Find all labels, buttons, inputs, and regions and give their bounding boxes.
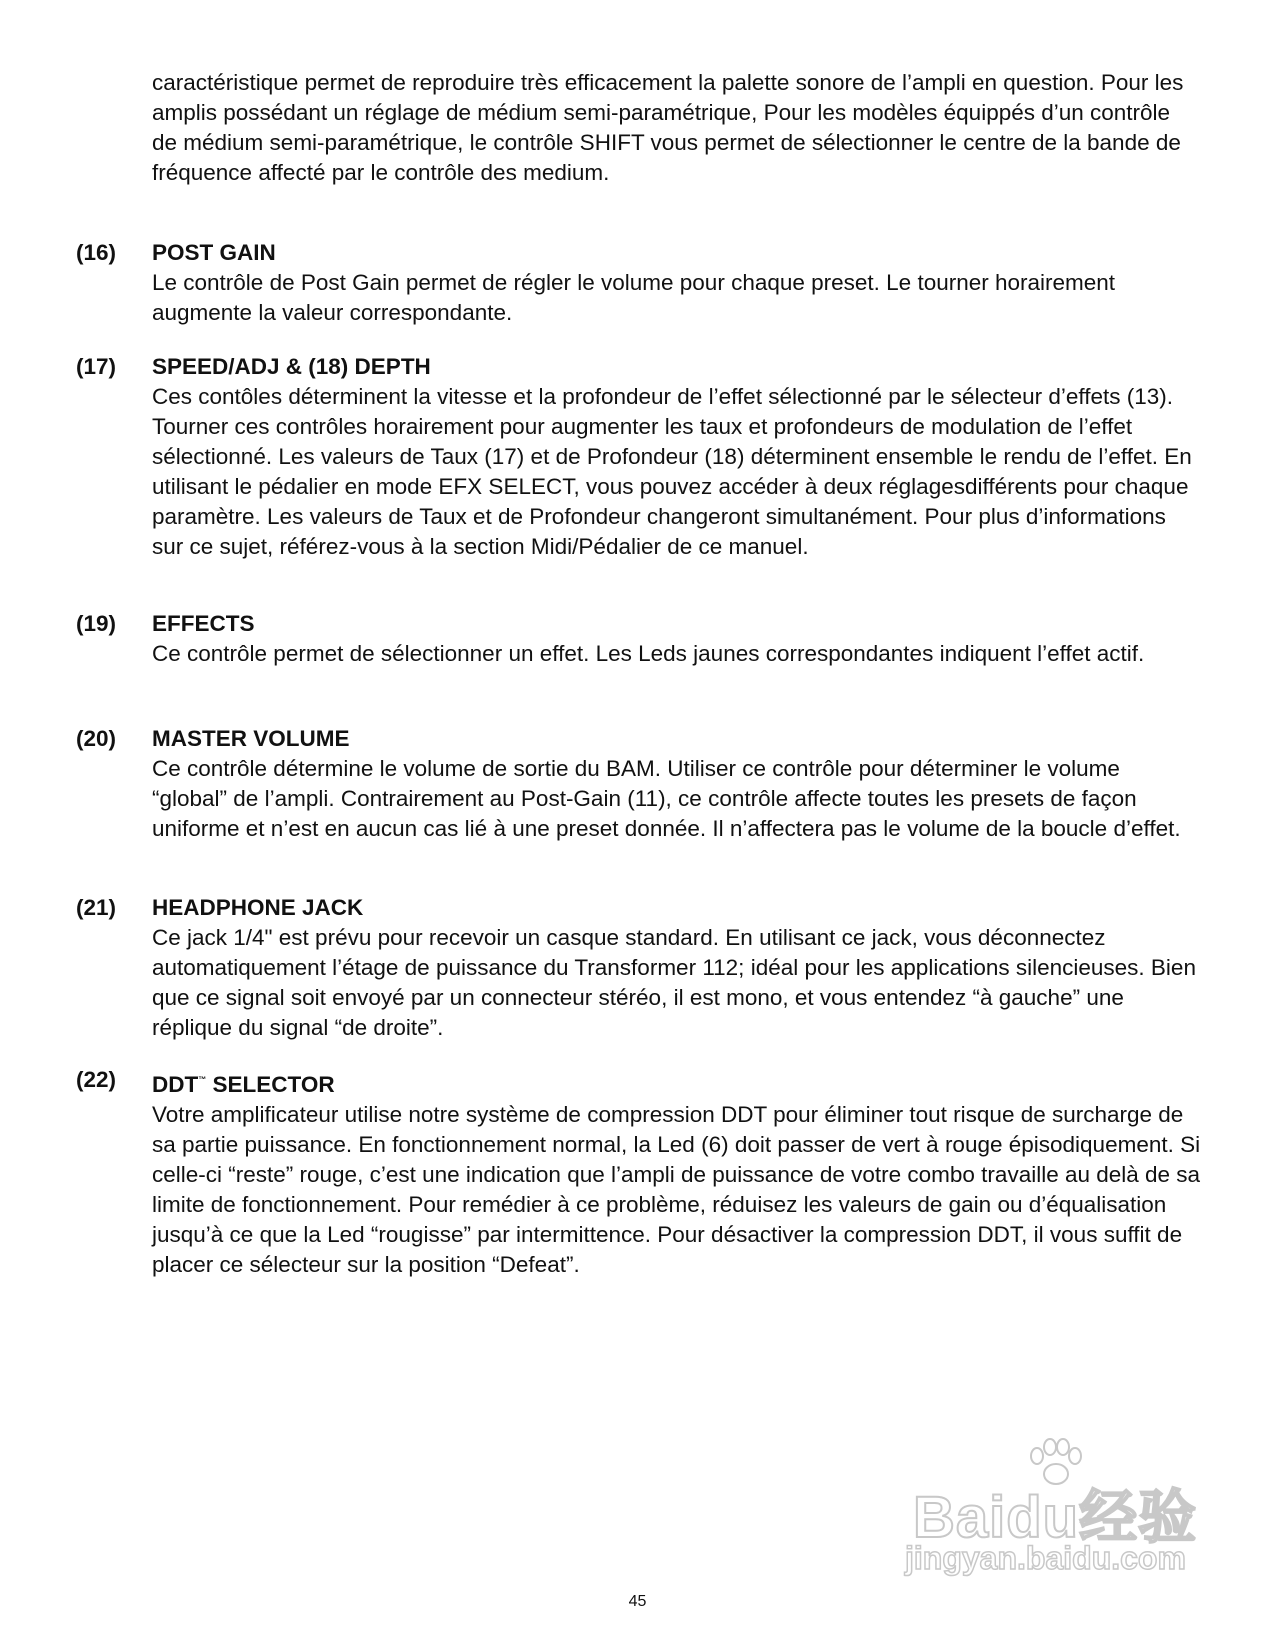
section-heading	[76, 352, 1201, 382]
section-title: POST GAIN	[152, 240, 276, 265]
section-title-suffix: SELECTOR	[206, 1072, 335, 1097]
section-heading	[76, 724, 1201, 754]
page-number: 45	[628, 1593, 647, 1610]
section-number: (20)	[76, 726, 117, 751]
section-body: Ce jack 1/4" est prévu pour recevoir un casque standard. En utilisant ce jack, vous déconnectez automatiquement l’étage de puissance du Transformer 112; idéal pour les applications silencieuses. Bien que ce signal soit envoyé par un connecteur stéréo, il est mono, et vous entendez “à gauche” une réplique du signal “de droite”.	[152, 925, 1196, 1040]
section-title-main: DDT	[152, 1072, 199, 1097]
section-22	[76, 1065, 1201, 1280]
section-title: EFFECTS	[152, 611, 255, 636]
section-number: (17)	[76, 354, 117, 379]
section-body: Le contrôle de Post Gain permet de régler le volume pour chaque preset. Le tourner horairement augmente la valeur correspondante.	[152, 270, 1116, 325]
watermark-url: jingyan.baidu.com	[905, 1540, 1186, 1576]
section-title: SPEED/ADJ & (18) DEPTH	[152, 354, 431, 379]
section-heading	[76, 893, 1201, 923]
baidu-watermark	[905, 1430, 1205, 1590]
section-heading	[76, 609, 1201, 639]
intro-paragraph: caractéristique permet de reproduire très efficacement la palette sonore de l’ampli en question. Pour les amplis possédant un réglage de médium semi-paramétrique, Pour les modèles équippés d’un contrôle de médium semi-paramétrique, le contrôle SHIFT vous permet de sélectionner le centre de la bande de fréquence affecté par le contrôle des medium.	[152, 70, 1184, 185]
section-title: HEADPHONE JACK	[152, 895, 364, 920]
section-body: Ce contrôle permet de sélectionner un effet. Les Leds jaunes correspondantes indiquent l’effet actif.	[152, 641, 1145, 666]
trademark-symbol: ™	[198, 1075, 207, 1084]
section-17	[76, 352, 1201, 562]
section-heading	[76, 238, 1201, 268]
section-body: Votre amplificateur utilise notre système de compression DDT pour éliminer tout risque de surcharge de sa partie puissance. En fonctionnement normal, la Led (6) doit passer de vert à rouge épisodiquement. Si celle-ci “reste” rouge, c’est une indication que l’ampli de puissance de votre combo travaille au delà de sa limite de fonctionnement. Pour remédier à ce problème, réduisez les valeurs de gain ou d’équalisation jusqu’à ce que la Led “rougisse” par intermittence. Pour désactiver la compression DDT, il vous suffit de placer ce sélecteur sur la position “Defeat”.	[152, 1102, 1201, 1277]
section-number: (22)	[76, 1067, 117, 1092]
section-16	[76, 238, 1201, 328]
section-body: Ce contrôle détermine le volume de sortie du BAM. Utiliser ce contrôle pour déterminer le volume “global” de l’ampli. Contrairement au Post-Gain (11), ce contrôle affecte toutes les presets de façon uniforme et n’est en aucun cas lié à une preset donnée. Il n’affectera pas le volume de la boucle d’effet.	[152, 756, 1181, 841]
section-number: (21)	[76, 895, 117, 920]
section-number: (19)	[76, 611, 117, 636]
section-body: Ces contôles déterminent la vitesse et la profondeur de l’effet sélectionné par le sélecteur d’effets (13). Tourner ces contrôles horairement pour augmenter les taux et profondeurs de modulation de l’effet sélectionné. Les valeurs de Taux (17) et de Profondeur (18) déterminent ensemble le rendu de l’effet. En utilisant le pédalier en mode EFX SELECT, vous pouvez accéder à deux réglagesdifférents pour chaque paramètre. Les valeurs de Taux et de Profondeur changeront simultanément. Pour plus d’informations sur ce sujet, référez-vous à la section Midi/Pédalier de ce manuel.	[152, 384, 1192, 559]
section-20	[76, 724, 1201, 844]
section-title: MASTER VOLUME	[152, 726, 350, 751]
section-title	[152, 1065, 335, 1100]
section-heading	[76, 1065, 1201, 1100]
section-19	[76, 609, 1201, 669]
watermark-logo: Baidu经验	[913, 1485, 1198, 1550]
section-21	[76, 893, 1201, 1043]
section-number: (16)	[76, 240, 117, 265]
